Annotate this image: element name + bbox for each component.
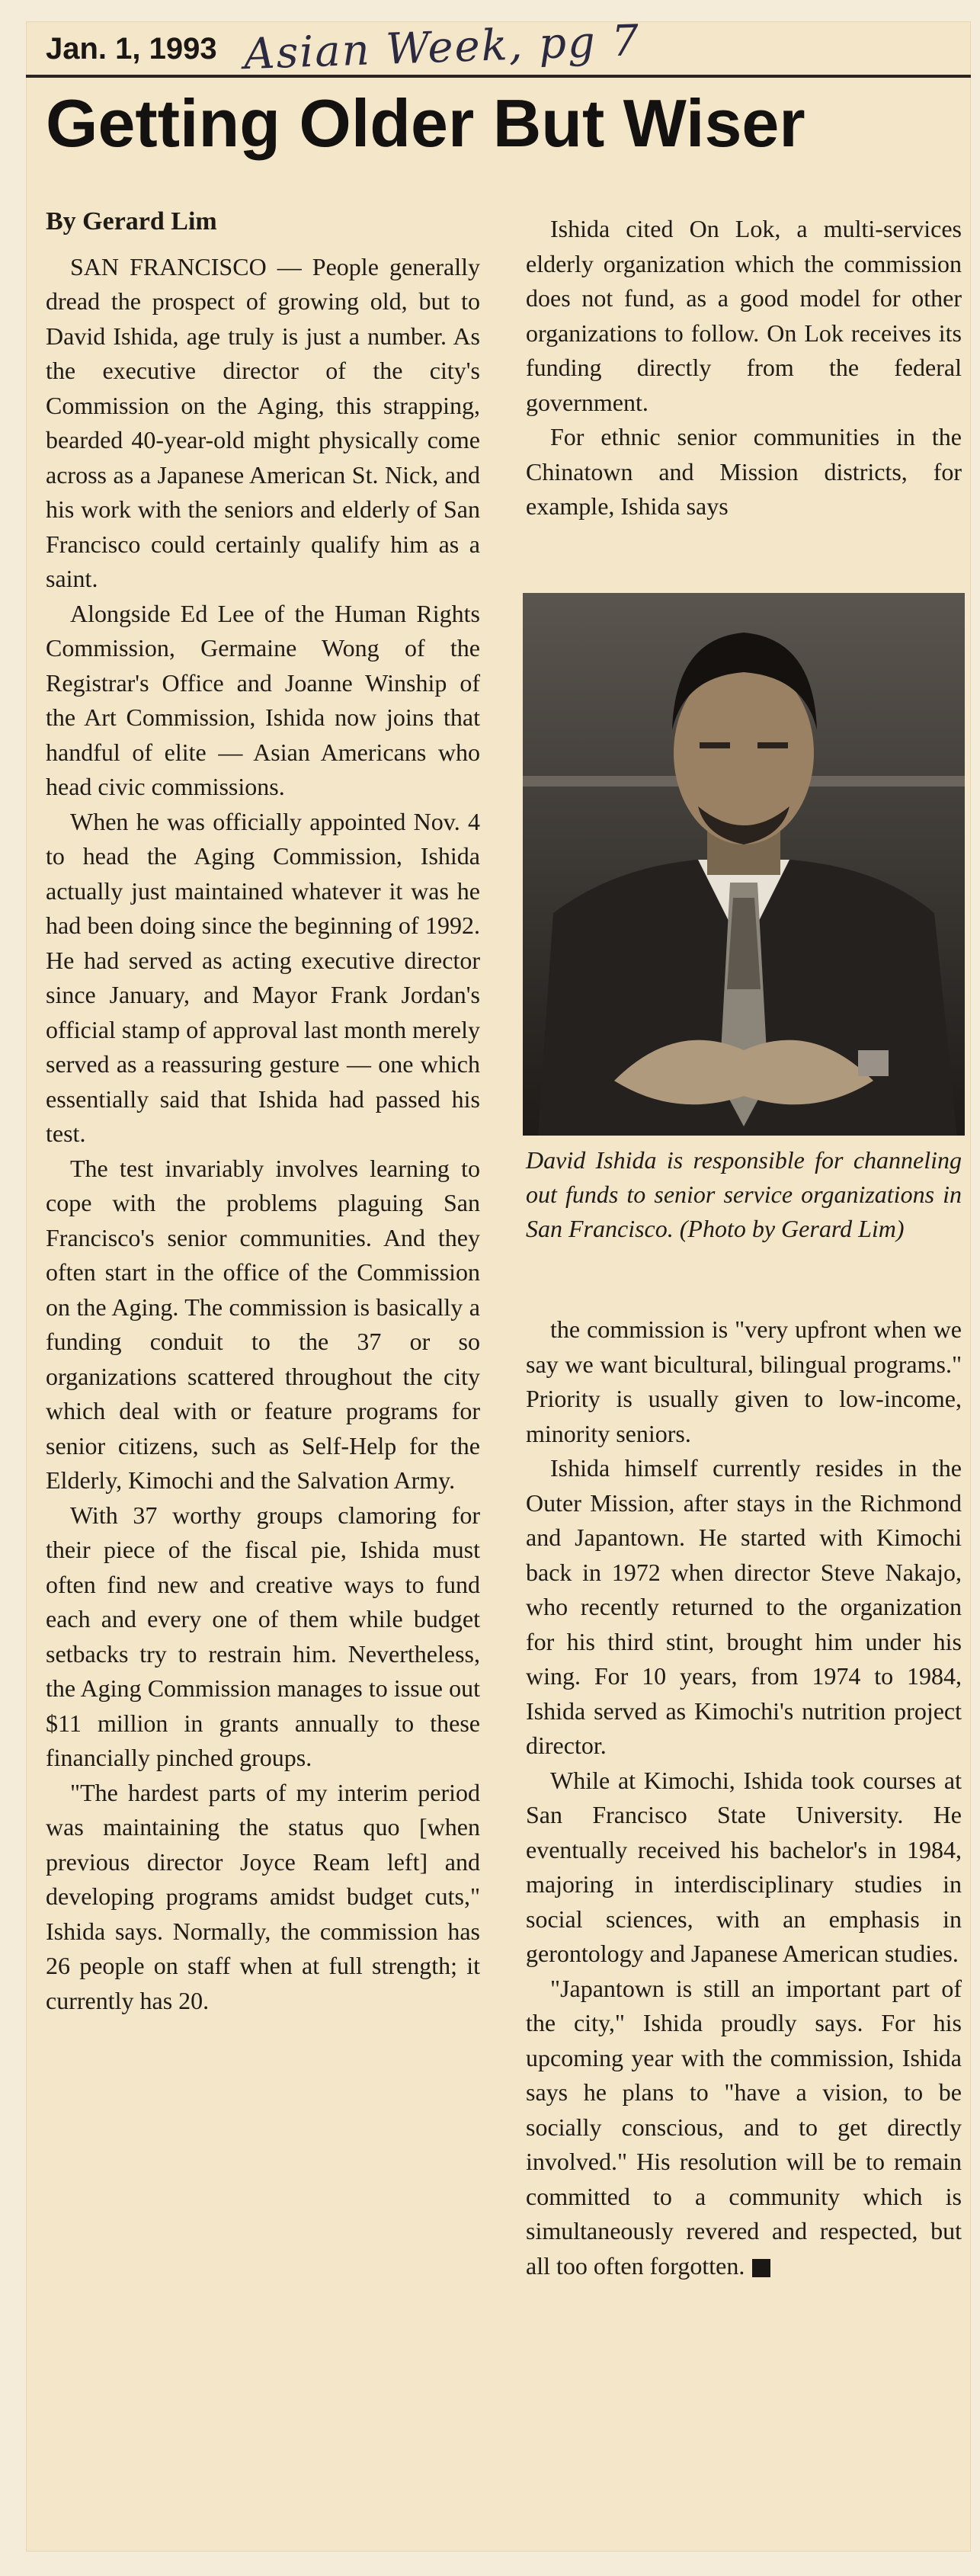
paragraph: With 37 worthy groups clamoring for their piece of the fiscal pie, Ishida must often find new and creative ways to fund each and every one of them while budget setbacks try to restrain him. Nevertheless, the Aging Commission manages to issue out $11 million in grants annually to these financially pinched groups. [46, 1501, 480, 1771]
byline: By Gerard Lim [46, 207, 217, 235]
paragraph [526, 1972, 962, 2284]
publication-date: Jan. 1, 1993 [46, 32, 217, 66]
end-of-article-mark [752, 2259, 770, 2277]
paragraph: While at Kimochi, Ishida took courses at San Francisco State University. He eventually received his bachelor's in 1984, majoring in interdisciplinary studies in social sciences, with an emphasis in gerontology and Japanese American studies. [526, 1766, 962, 1967]
paragraph: SAN FRANCISCO — People generally dread the prospect of growing old, but to David Ishida, age truly is just a number. As the executive director of the city's Commission on the Aging, this strapping, bearded 40-year-old might physically come across as a Japanese American St. Nick, and his work with the seniors and elderly of San Francisco could certainly qualify him as a saint. [46, 252, 480, 592]
article-column-2-bottom [526, 1312, 962, 2283]
paragraph: The test invariably involves learning to cope with the problems plaguing San Francisco's senior communities. And they often start in the office of the Commission on the Aging. The commission is basically a funding conduit to the 37 or so organizations scattered throughout the city which deal with or feature programs for senior citizens, such as Self-Help for the Elderly, Kimochi and the Salvation Army. [46, 1154, 480, 1494]
paragraph: "The hardest parts of my interim period was maintaining the status quo [when previous director Joyce Ream left] and developing programs amidst budget cuts," Ishida says. Normally, the commission has 26 people on staff when at full strength; it currently has 20. [46, 1778, 480, 2014]
headline: Getting Older But Wiser [46, 85, 805, 161]
paragraph: Ishida cited On Lok, a multi-services elderly organization which the commission does not fund, as a good model for other organizations to follow. On Lok receives its funding directly from the federal government. [526, 215, 962, 416]
handwritten-source-note: Asian Week, pg 7 [243, 15, 642, 80]
paragraph: When he was officially appointed Nov. 4 to head the Aging Commission, Ishida actually just maintained whatever it was he had been doing since the beginning of 1992. He had served as acting executive director since January, and Mayor Frank Jordan's official stamp of approval last month merely served as a reassuring gesture — one which essentially said that Ishida had passed his test. [46, 807, 480, 1147]
paragraph: Alongside Ed Lee of the Human Rights Commission, Germaine Wong of the Registrar's Office and Joanne Winship of the Art Commission, Ishida now joins that handful of elite — Asian Americans who head civic commissions. [46, 599, 480, 800]
article-column-1 [46, 204, 480, 2018]
portrait-illustration [523, 593, 965, 1136]
paragraph: the commission is "very upfront when we say we want bicultural, bilingual programs." Priority is usually given to low-income, minority seniors. [526, 1315, 962, 1447]
closing-paragraph-text: "Japantown is still an important part of the city," Ishida proudly says. For his upcoming year with the commission, Ishida says he plans to "have a vision, to be socially conscious, and to get directly involved." His resolution will be to remain committed to a community which is simultaneously revered and respected, but all too often forgotten. [526, 1974, 962, 2280]
paragraph: Ishida himself currently resides in the Outer Mission, after stays in the Richmond and Japantown. He started with Kimochi back in 1972 when director Steve Nakajo, who recently returned to the organization for his third stint, brought him under his wing. For 10 years, from 1974 to 1984, Ishida served as Kimochi's nutrition project director. [526, 1454, 962, 1759]
paragraph: For ethnic senior communities in the Chinatown and Mission districts, for example, Ishida says [526, 423, 962, 520]
portrait-photo [523, 593, 965, 1136]
photo-caption: David Ishida is responsible for channeling out funds to senior service organizations in San Francisco. (Photo by Gerard Lim) [526, 1146, 962, 1242]
article-column-2-top [526, 212, 962, 524]
